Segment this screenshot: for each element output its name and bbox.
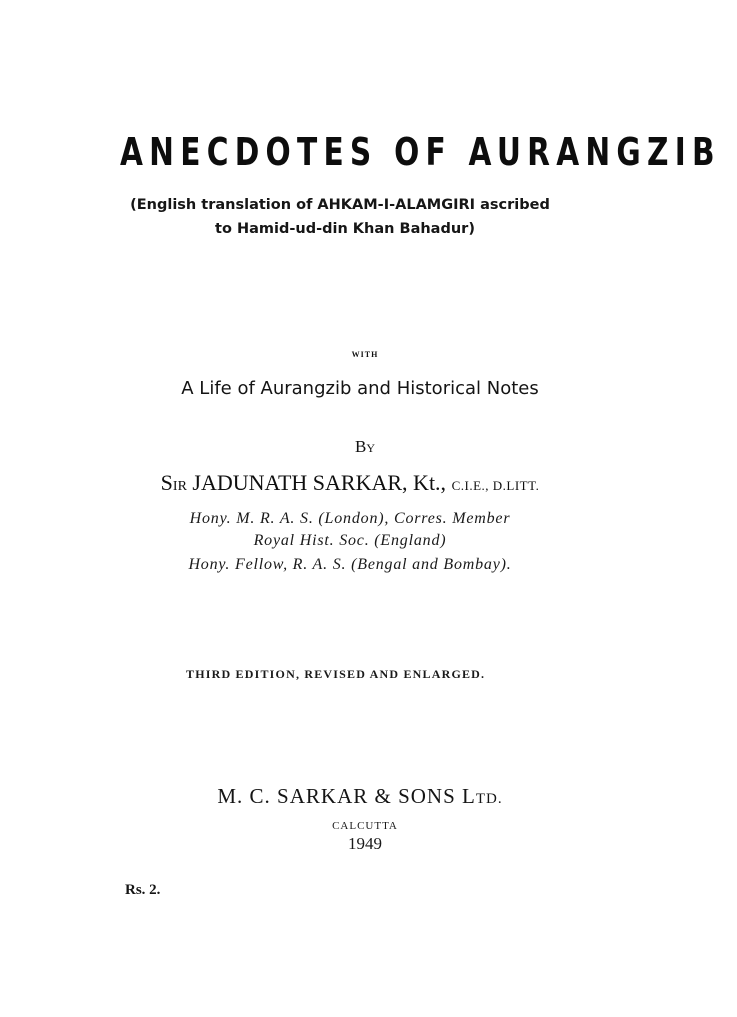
by-rest: Y bbox=[366, 441, 375, 455]
author-kt-rest: t., bbox=[428, 470, 447, 495]
honors-line-3: Hony. Fellow, R. A. S. (Bengal and Bombay). bbox=[188, 556, 512, 573]
subtitle-line-1: (English translation of AHKAM-I-ALAMGIRI ascribed bbox=[130, 197, 550, 213]
subtitle-line-2: to Hamid-ud-din Khan Bahadur) bbox=[215, 221, 475, 237]
edition-statement: THIRD EDITION, REVISED AND ENLARGED. bbox=[186, 667, 486, 681]
publisher-main: M. C. SARKAR & SONS bbox=[217, 784, 456, 808]
by-label bbox=[200, 437, 530, 457]
author-degrees: C.I.E., D.LITT. bbox=[451, 478, 540, 493]
honors-line-2: Royal Hist. Soc. (England) bbox=[253, 532, 447, 549]
book-title: ANECDOTES OF AURANGZIB bbox=[120, 130, 721, 174]
with-label: with bbox=[351, 348, 379, 360]
author-name: JADUNATH SARKAR, bbox=[192, 470, 408, 495]
publisher-suffix-initial: L bbox=[462, 784, 476, 808]
publisher-suffix-rest: TD. bbox=[475, 791, 503, 807]
publisher-name bbox=[120, 784, 600, 809]
publication-city: CALCUTTA bbox=[332, 820, 398, 832]
author-prefix-rest: IR bbox=[172, 479, 187, 494]
honors-line-1: Hony. M. R. A. S. (London), Corres. Member bbox=[189, 510, 511, 527]
author-line bbox=[110, 470, 590, 496]
publication-year: 1949 bbox=[348, 834, 382, 853]
additional-content: A Life of Aurangzib and Historical Notes bbox=[181, 378, 539, 399]
author-kt-initial: K bbox=[413, 470, 429, 495]
by-initial: B bbox=[354, 437, 367, 456]
price: Rs. 2. bbox=[125, 882, 161, 898]
author-prefix-initial: S bbox=[160, 470, 173, 495]
